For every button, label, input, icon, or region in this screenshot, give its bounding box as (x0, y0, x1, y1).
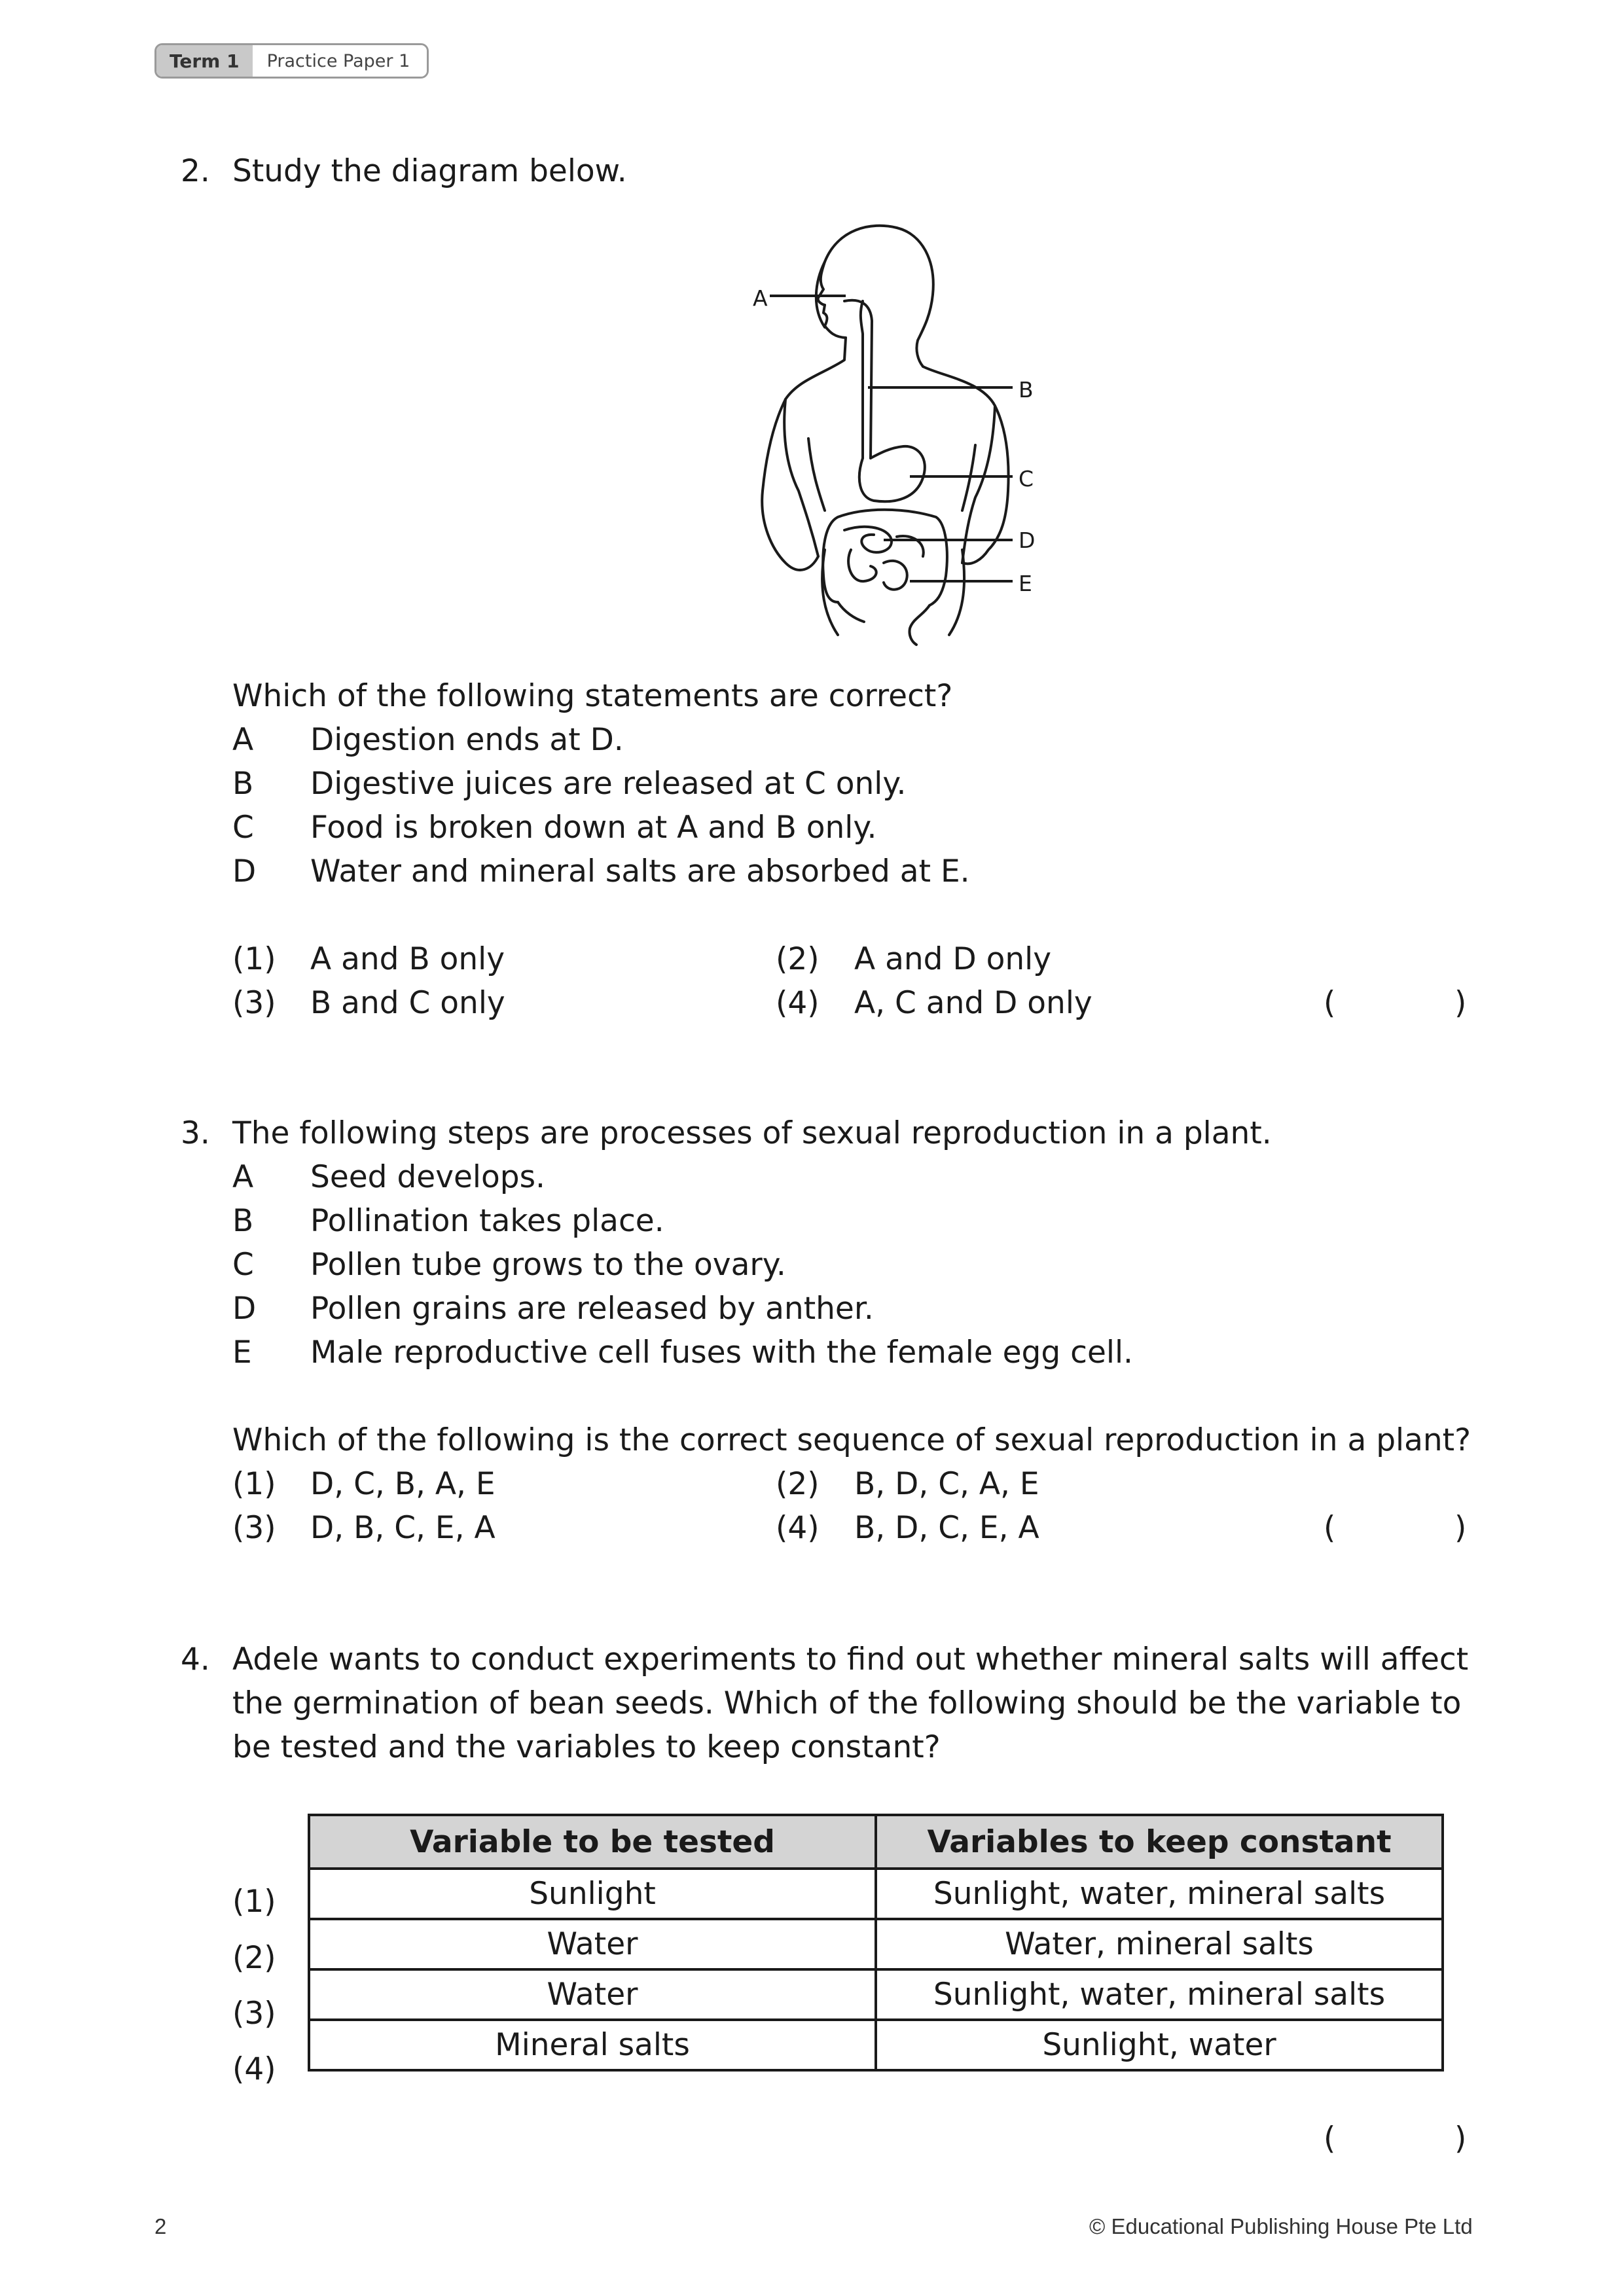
q3-option-num: (2) (776, 1466, 820, 1502)
esophagus (844, 300, 872, 458)
table-cell-tested: Water (309, 1919, 876, 1969)
q3-statement-letter: A (232, 1159, 254, 1195)
q2-statement-letter: D (232, 853, 257, 889)
q2-option-num: (1) (232, 941, 276, 977)
q2-option-text: B and C only (310, 985, 505, 1021)
table-cell-constant: Sunlight, water (876, 2020, 1443, 2070)
table-cell-tested: Water (309, 1969, 876, 2020)
q4-option-num: (1) (232, 1884, 276, 1920)
hip-lines (822, 550, 964, 635)
q2-number: 2. (181, 153, 210, 189)
q2-statement-letter: C (232, 810, 254, 846)
q4-number: 4. (181, 1641, 210, 1677)
q4-option-num: (4) (232, 2051, 276, 2087)
q2-statement-text: Digestive juices are released at C only. (310, 766, 907, 802)
q3-statement-letter: B (232, 1203, 254, 1239)
large-intestine (823, 510, 947, 605)
variables-table (308, 1814, 1444, 2072)
q3-statement-text: Pollen grains are released by anther. (310, 1291, 874, 1327)
q2-option-text: A, C and D only (854, 985, 1092, 1021)
q2-statement-text: Water and mineral salts are absorbed at E. (310, 853, 970, 889)
q3-option-text: D, C, B, A, E (310, 1466, 496, 1502)
table-header-tested: Variable to be tested (309, 1815, 876, 1869)
body-left-outline (762, 338, 846, 570)
q3-statement-letter: C (232, 1247, 254, 1283)
q4-stem-line: Adele wants to conduct experiments to find out whether mineral salts will affect (232, 1641, 1469, 1677)
table-header-constant: Variables to keep constant (876, 1815, 1443, 1869)
diagram-label-c: C (1019, 466, 1034, 492)
table-header-row (309, 1815, 1443, 1869)
q3-stem: The following steps are processes of sexual reproduction in a plant. (232, 1115, 1272, 1151)
q4-stem-line: be tested and the variables to keep constant? (232, 1729, 941, 1765)
q2-statement-letter: A (232, 722, 254, 758)
copyright-notice: © Educational Publishing House Pte Ltd (1089, 2214, 1473, 2238)
q3-option-text: B, D, C, A, E (854, 1466, 1039, 1502)
q3-option-num: (4) (776, 1510, 820, 1546)
q2-statement-text: Food is broken down at A and B only. (310, 810, 877, 846)
table-cell-tested: Sunlight (309, 1869, 876, 1919)
q3-number: 3. (181, 1115, 210, 1151)
q2-stem: Study the diagram below. (232, 153, 627, 189)
q4-option-num: (3) (232, 1996, 276, 2032)
table-cell-constant: Sunlight, water, mineral salts (876, 1869, 1443, 1919)
q2-answer-bracket-close: ) (1454, 985, 1467, 1021)
table-row (309, 1969, 1443, 2020)
table-row (309, 1919, 1443, 1969)
q4-answer-bracket-open: ( (1324, 2121, 1336, 2157)
q2-option-text: A and D only (854, 941, 1052, 977)
q3-option-num: (1) (232, 1466, 276, 1502)
header-tab (154, 43, 429, 79)
page-number: 2 (154, 2214, 167, 2238)
q3-statement-letter: D (232, 1291, 257, 1327)
diagram-label-b: B (1019, 377, 1034, 403)
table-cell-tested: Mineral salts (309, 2020, 876, 2070)
q2-statement-text: Digestion ends at D. (310, 722, 624, 758)
q3-question: Which of the following is the correct sequence of sexual reproduction in a plant? (232, 1422, 1471, 1458)
q2-question: Which of the following statements are correct? (232, 678, 953, 714)
table-row (309, 1869, 1443, 1919)
table-cell-constant: Sunlight, water, mineral salts (876, 1969, 1443, 2020)
q2-option-num: (3) (232, 985, 276, 1021)
table-cell-constant: Water, mineral salts (876, 1919, 1443, 1969)
q2-statement-letter: B (232, 766, 254, 802)
q2-option-text: A and B only (310, 941, 505, 977)
q4-stem-line: the germination of bean seeds. Which of the following should be the variable to (232, 1685, 1462, 1721)
q2-option-num: (2) (776, 941, 820, 977)
q2-option-num: (4) (776, 985, 820, 1021)
diagram-label-e: E (1019, 571, 1032, 596)
face-profile (818, 262, 846, 338)
q3-statement-letter: E (232, 1335, 252, 1371)
stomach (859, 446, 925, 501)
q3-answer-bracket-open: ( (1324, 1510, 1336, 1546)
q3-option-text: B, D, C, E, A (854, 1510, 1039, 1546)
q3-statement-text: Male reproductive cell fuses with the female egg cell. (310, 1335, 1133, 1371)
q3-option-text: D, B, C, E, A (310, 1510, 496, 1546)
q3-statement-text: Pollen tube grows to the ovary. (310, 1247, 786, 1283)
q3-statement-text: Pollination takes place. (310, 1203, 664, 1239)
diagram-label-d: D (1019, 528, 1036, 553)
q4-option-num: (2) (232, 1940, 276, 1976)
term-label: Term 1 (156, 45, 253, 77)
q3-answer-bracket-close: ) (1454, 1510, 1467, 1546)
diagram-label-a: A (753, 285, 768, 311)
q4-answer-bracket-close: ) (1454, 2121, 1467, 2157)
rectum (838, 602, 929, 645)
left-arm (784, 399, 818, 556)
q3-option-num: (3) (232, 1510, 276, 1546)
table-row (309, 2020, 1443, 2070)
q3-statement-text: Seed develops. (310, 1159, 545, 1195)
paper-label: Practice Paper 1 (253, 45, 427, 77)
q2-answer-bracket-open: ( (1324, 985, 1336, 1021)
